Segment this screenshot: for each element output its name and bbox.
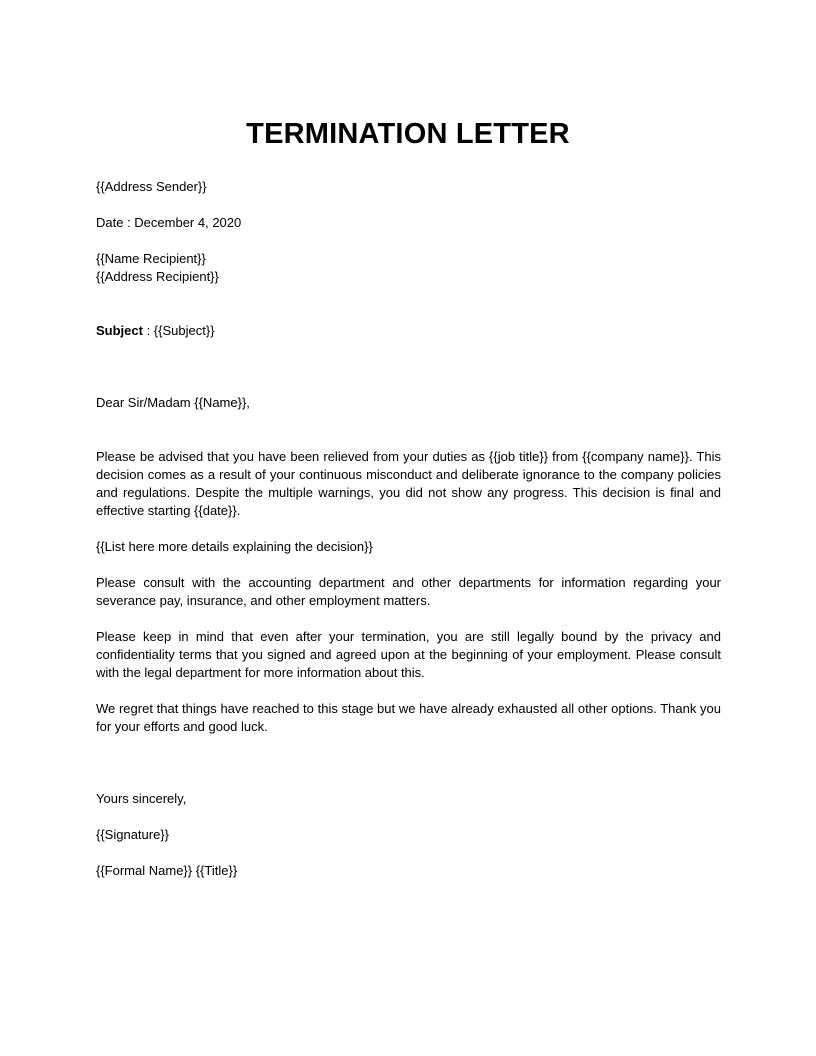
signature-placeholder: {{Signature}} <box>96 827 170 842</box>
sender-address: {{Address Sender}} <box>96 179 207 194</box>
subject-value: : {{Subject}} <box>142 323 215 338</box>
paragraph-relieved-duties: Please be advised that you have been relieved from your duties as {{job title}} from {{company name}}. This decision comes as a result of your continuous misconduct and deliberate ignorance to the company policies and regulations. Despite the multiple warnings, you did not show any progress. This decision is final and effective starting {{date}}. <box>96 449 721 518</box>
closing: Yours sincerely, <box>96 791 187 806</box>
subject-label: Subject <box>96 323 143 338</box>
recipient-name: {{Name Recipient}} <box>96 251 206 266</box>
subject-line <box>96 322 721 340</box>
formal-name-title: {{Formal Name}} {{Title}} <box>96 863 238 878</box>
letter-body <box>96 178 721 880</box>
paragraph-accounting: Please consult with the accounting department and other departments for information regarding your severance pay, insurance, and other employment matters. <box>96 575 721 608</box>
paragraph-regret: We regret that things have reached to this stage but we have already exhausted all other options. Thank you for your efforts and good luck. <box>96 701 721 734</box>
paragraph-confidentiality: Please keep in mind that even after your termination, you are still legally bound by the privacy and confidentiality terms that you signed and agreed upon at the beginning of your employment. Please consult with the legal department for more information about this. <box>96 629 721 680</box>
document-title: TERMINATION LETTER <box>246 118 570 150</box>
salutation: Dear Sir/Madam {{Name}}, <box>96 395 250 410</box>
recipient-address: {{Address Recipient}} <box>96 269 219 284</box>
paragraph-details-placeholder: {{List here more details explaining the decision}} <box>96 539 373 554</box>
date-line: Date : December 4, 2020 <box>96 215 242 230</box>
